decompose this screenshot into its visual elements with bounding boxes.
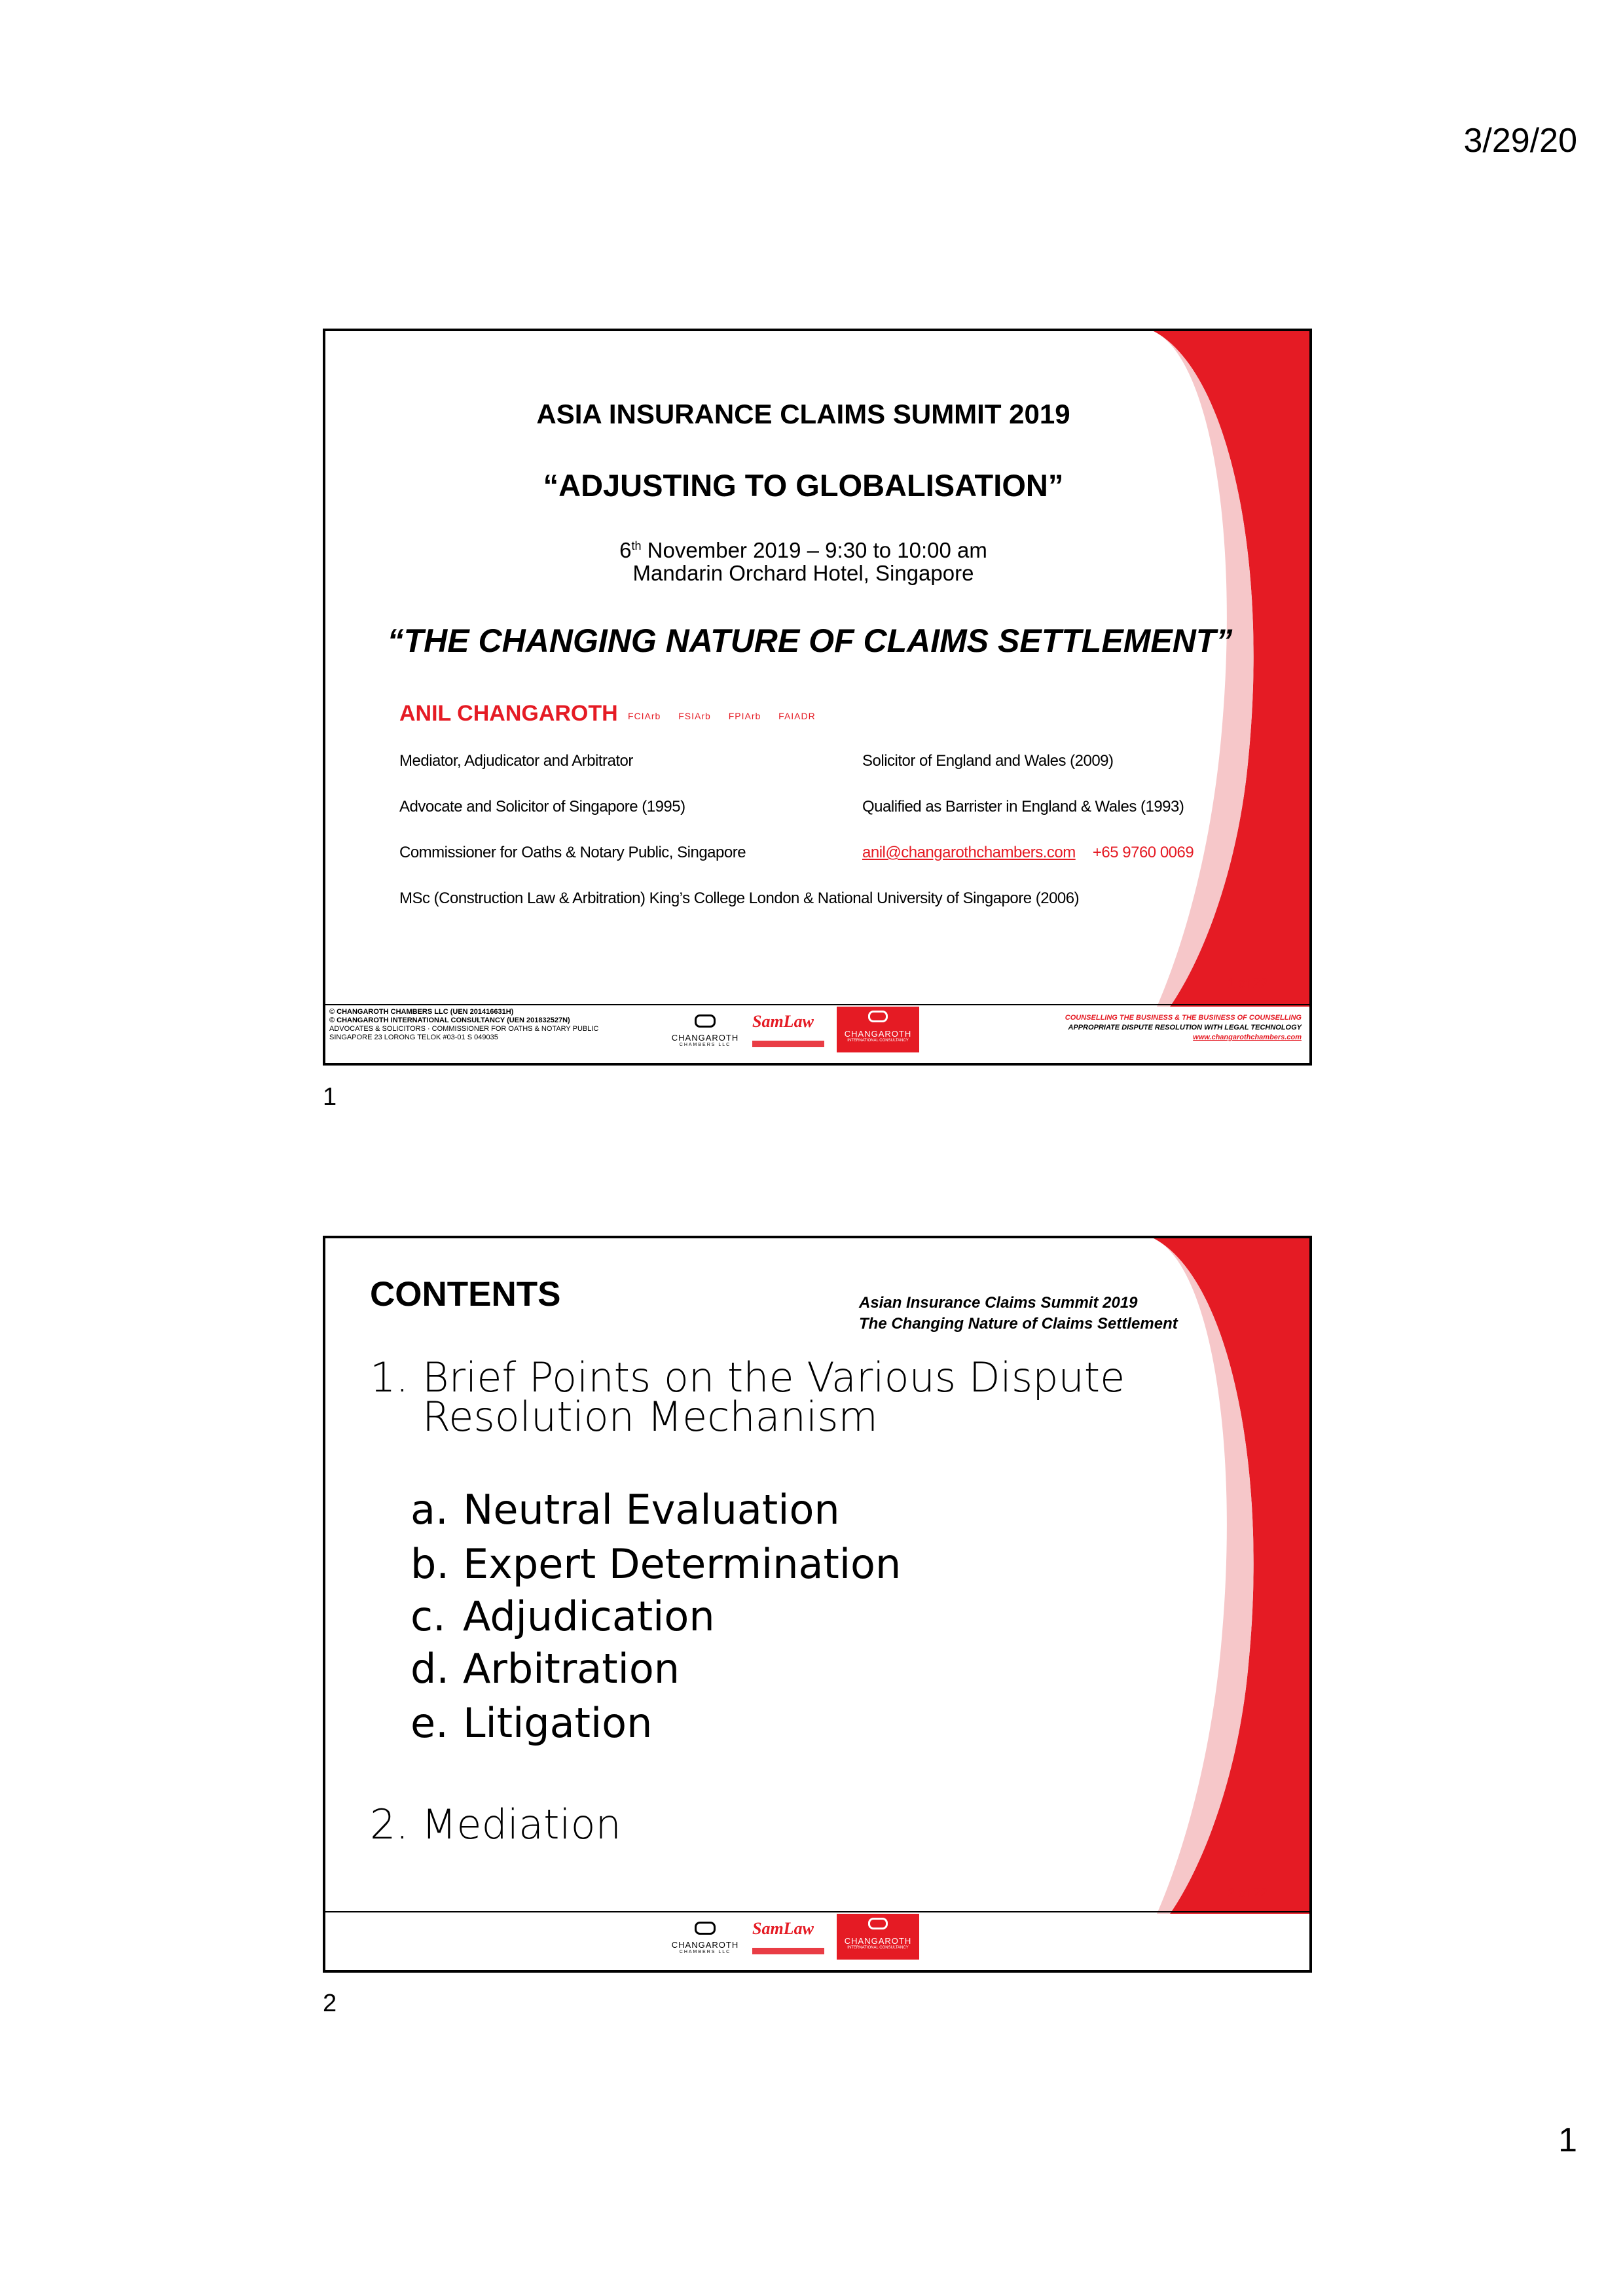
- toc-letter: b.: [410, 1540, 450, 1588]
- slide-number: 2: [323, 1990, 337, 2017]
- qualification: FSIArb: [678, 711, 711, 721]
- header-line: The Changing Nature of Claims Settlement: [859, 1315, 1178, 1333]
- tagline: [1065, 1013, 1302, 1043]
- toc-subitem: [410, 1592, 715, 1640]
- date-day: 6: [619, 538, 632, 562]
- contact-info: [862, 844, 1194, 862]
- logo-text: CHANGAROTH: [844, 1029, 912, 1039]
- speaker-qualifications: [628, 711, 830, 721]
- samlaw-logo: [752, 1919, 830, 1965]
- legal-line: © CHANGAROTH INTERNATIONAL CONSULTANCY (UEN 201832527N): [329, 1016, 570, 1024]
- samlaw-bar: [752, 1041, 824, 1047]
- credential: Mediator, Adjudicator and Arbitrator: [399, 752, 633, 770]
- toc-letter: e.: [410, 1699, 448, 1747]
- toc-number: 1.: [370, 1354, 409, 1401]
- logo-text: SamLaw: [752, 1012, 814, 1031]
- talk-title: “THE CHANGING NATURE OF CLAIMS SETTLEMENT”: [387, 622, 1233, 659]
- footer-divider: [325, 1004, 1309, 1005]
- changaroth-chambers-logo: [669, 1012, 741, 1058]
- toc-text: Brief Points on the Various Dispute: [422, 1354, 1125, 1401]
- logo-subtext: INTERNATIONAL CONSULTANCY: [847, 1946, 909, 1950]
- credential: Qualified as Barrister in England & Wales (1993): [862, 798, 1184, 816]
- logo-text: CHANGAROTH: [844, 1936, 912, 1946]
- red-swoosh-decoration: [325, 331, 1309, 1063]
- legal-line: SINGAPORE 23 LORONG TELOK #03-01 S 049035: [329, 1033, 498, 1041]
- summit-title: ASIA INSURANCE CLAIMS SUMMIT 2019: [536, 399, 1070, 429]
- logo-text: CHANGAROTH: [671, 1033, 739, 1043]
- changaroth-mark-icon: [868, 1011, 888, 1022]
- toc-subitem: [410, 1699, 652, 1747]
- slide-number: 1: [323, 1083, 337, 1111]
- contents-title: CONTENTS: [370, 1275, 561, 1314]
- summit-subtitle: “ADJUSTING TO GLOBALISATION”: [543, 468, 1064, 503]
- toc-letter: c.: [410, 1592, 446, 1640]
- toc-text: Neutral Evaluation: [463, 1486, 840, 1534]
- credential: Solicitor of England and Wales (2009): [862, 752, 1114, 770]
- event-date: [325, 539, 1281, 584]
- legal-line: ADVOCATES & SOLICITORS · COMMISSIONER FOR OATHS & NOTARY PUBLIC: [329, 1025, 599, 1033]
- credential: Advocate and Solicitor of Singapore (1995): [399, 798, 685, 816]
- date-suffix: th: [631, 539, 642, 552]
- changaroth-mark-icon: [695, 1014, 716, 1028]
- logo-subtext: INTERNATIONAL CONSULTANCY: [847, 1039, 909, 1043]
- page-indicator: 1 of 22: [1228, 977, 1268, 991]
- page-indicator: 2 of 22: [1228, 1886, 1268, 1901]
- toc-subitem: [410, 1645, 680, 1693]
- legal-notice: [329, 1008, 644, 1042]
- logo-text: SamLaw: [752, 1919, 814, 1938]
- changaroth-mark-icon: [868, 1918, 888, 1929]
- logo-subtext: CHAMBERS LLC: [679, 1043, 731, 1047]
- tagline-line: APPROPRIATE DISPUTE RESOLUTION WITH LEGAL TECHNOLOGY: [1068, 1024, 1302, 1031]
- qualification: FAIADR: [778, 711, 816, 721]
- changaroth-international-logo: [837, 1007, 919, 1052]
- credential: Commissioner for Oaths & Notary Public, Singapore: [399, 844, 746, 861]
- logo-subtext: CHAMBERS LLC: [679, 1950, 731, 1954]
- logo-text: CHANGAROTH: [671, 1940, 739, 1950]
- email-link[interactable]: anil@changarothchambers.com: [862, 844, 1076, 861]
- header-line: Asian Insurance Claims Summit 2019: [859, 1294, 1138, 1312]
- event-venue: Mandarin Orchard Hotel, Singapore: [632, 560, 974, 585]
- qualification: FCIArb: [628, 711, 661, 721]
- toc-letter: a.: [410, 1486, 448, 1534]
- speaker-name: ANIL CHANGAROTH: [399, 701, 618, 726]
- page-number: 1: [1558, 2121, 1577, 2159]
- toc-item-1: [370, 1354, 1125, 1441]
- tagline-line: COUNSELLING THE BUSINESS & THE BUSINESS OF COUNSELLING: [1065, 1014, 1302, 1022]
- qualification: FPIArb: [728, 711, 761, 721]
- changaroth-chambers-logo: [669, 1919, 741, 1965]
- changaroth-international-logo: [837, 1914, 919, 1960]
- education: MSc (Construction Law & Arbitration) King’s College London & National University of Singapore (2006): [399, 889, 1080, 907]
- slide-header: [859, 1293, 1178, 1335]
- samlaw-logo: [752, 1012, 830, 1058]
- toc-letter: d.: [410, 1645, 450, 1693]
- toc-text: Adjudication: [463, 1592, 715, 1640]
- phone-number: +65 9760 0069: [1092, 844, 1194, 861]
- slide-1: [323, 329, 1312, 1066]
- toc-text: Expert Determination: [463, 1540, 902, 1588]
- toc-text: Resolution Mechanism: [422, 1393, 878, 1441]
- legal-line: © CHANGAROTH CHAMBERS LLC (UEN 201416631H): [329, 1008, 514, 1016]
- footer-divider: [325, 1911, 1309, 1912]
- website-link[interactable]: www.changarothchambers.com: [1193, 1033, 1302, 1041]
- samlaw-bar: [752, 1948, 824, 1954]
- toc-text: Arbitration: [463, 1645, 680, 1693]
- toc-subitem: [410, 1486, 840, 1534]
- toc-text: Litigation: [463, 1699, 653, 1747]
- date-time: November 2019 – 9:30 to 10:00 am: [641, 538, 987, 562]
- slide-2: [323, 1236, 1312, 1973]
- toc-item-2: 2. Mediation: [370, 1801, 621, 1848]
- toc-subitem: [410, 1540, 901, 1588]
- changaroth-mark-icon: [695, 1922, 716, 1935]
- page-date: 3/29/20: [1463, 122, 1577, 160]
